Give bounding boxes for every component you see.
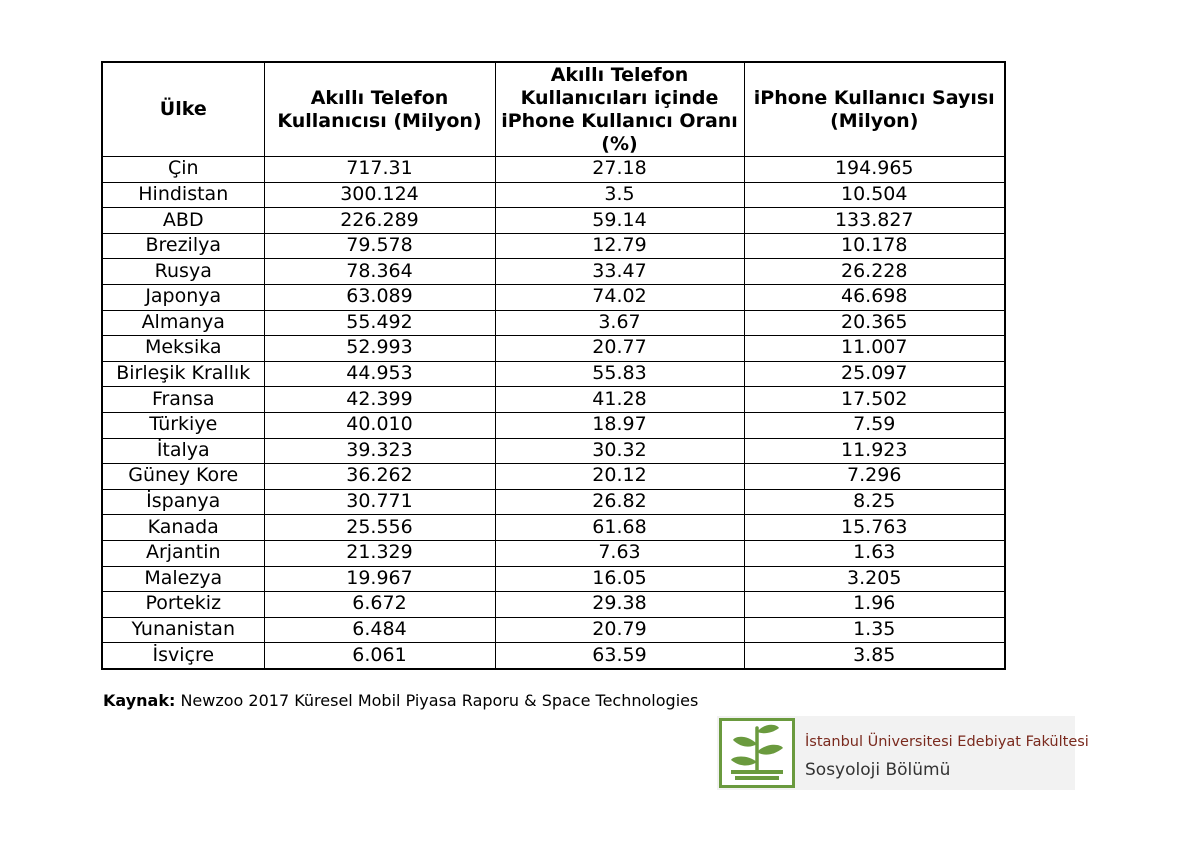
cell-smartphone-users: 6.484 xyxy=(264,617,495,643)
cell-smartphone-users: 19.967 xyxy=(264,566,495,592)
cell-iphone-ratio: 29.38 xyxy=(495,592,744,618)
cell-iphone-users: 7.59 xyxy=(744,412,1005,438)
cell-iphone-ratio: 20.77 xyxy=(495,336,744,362)
cell-country: Hindistan xyxy=(102,182,264,208)
data-table xyxy=(101,61,1006,670)
cell-iphone-ratio: 20.79 xyxy=(495,617,744,643)
cell-smartphone-users: 226.289 xyxy=(264,208,495,234)
plant-sprout-icon xyxy=(719,718,795,788)
table-row xyxy=(102,566,1005,592)
cell-iphone-ratio: 74.02 xyxy=(495,284,744,310)
table-header-row xyxy=(102,62,1005,157)
cell-country: ABD xyxy=(102,208,264,234)
cell-country: Çin xyxy=(102,157,264,183)
cell-smartphone-users: 30.771 xyxy=(264,489,495,515)
cell-iphone-users: 11.923 xyxy=(744,438,1005,464)
table-row xyxy=(102,233,1005,259)
cell-iphone-ratio: 61.68 xyxy=(495,515,744,541)
cell-iphone-ratio: 18.97 xyxy=(495,412,744,438)
department-logo xyxy=(717,716,1089,790)
cell-smartphone-users: 40.010 xyxy=(264,412,495,438)
cell-iphone-users: 7.296 xyxy=(744,464,1005,490)
table-row xyxy=(102,284,1005,310)
cell-smartphone-users: 6.672 xyxy=(264,592,495,618)
cell-country: İtalya xyxy=(102,438,264,464)
cell-country: Rusya xyxy=(102,259,264,285)
cell-country: Almanya xyxy=(102,310,264,336)
table-row xyxy=(102,182,1005,208)
cell-smartphone-users: 55.492 xyxy=(264,310,495,336)
cell-smartphone-users: 79.578 xyxy=(264,233,495,259)
cell-smartphone-users: 63.089 xyxy=(264,284,495,310)
cell-iphone-users: 3.205 xyxy=(744,566,1005,592)
cell-smartphone-users: 21.329 xyxy=(264,540,495,566)
cell-iphone-ratio: 16.05 xyxy=(495,566,744,592)
cell-iphone-users: 10.504 xyxy=(744,182,1005,208)
cell-smartphone-users: 36.262 xyxy=(264,464,495,490)
cell-iphone-users: 17.502 xyxy=(744,387,1005,413)
source-text: Newzoo 2017 Küresel Mobil Piyasa Raporu & Space Technologies xyxy=(180,691,699,710)
header-iphone-ratio: Akıllı Telefon Kullanıcıları içinde iPhone Kullanıcı Oranı (%) xyxy=(495,62,744,157)
cell-iphone-ratio: 59.14 xyxy=(495,208,744,234)
cell-iphone-users: 15.763 xyxy=(744,515,1005,541)
cell-iphone-users: 1.35 xyxy=(744,617,1005,643)
cell-iphone-ratio: 30.32 xyxy=(495,438,744,464)
table-row xyxy=(102,412,1005,438)
logo-department-name: Sosyoloji Bölümü xyxy=(805,760,951,780)
cell-iphone-users: 25.097 xyxy=(744,361,1005,387)
cell-smartphone-users: 42.399 xyxy=(264,387,495,413)
cell-iphone-users: 194.965 xyxy=(744,157,1005,183)
cell-iphone-ratio: 63.59 xyxy=(495,643,744,669)
cell-iphone-users: 8.25 xyxy=(744,489,1005,515)
cell-iphone-ratio: 41.28 xyxy=(495,387,744,413)
table-row xyxy=(102,643,1005,669)
cell-iphone-ratio: 3.5 xyxy=(495,182,744,208)
table-row xyxy=(102,592,1005,618)
cell-smartphone-users: 300.124 xyxy=(264,182,495,208)
cell-iphone-ratio: 55.83 xyxy=(495,361,744,387)
table-row xyxy=(102,208,1005,234)
table-row xyxy=(102,361,1005,387)
cell-country: Güney Kore xyxy=(102,464,264,490)
cell-country: İsviçre xyxy=(102,643,264,669)
cell-country: Yunanistan xyxy=(102,617,264,643)
cell-country: Meksika xyxy=(102,336,264,362)
cell-smartphone-users: 25.556 xyxy=(264,515,495,541)
cell-iphone-ratio: 33.47 xyxy=(495,259,744,285)
cell-country: Brezilya xyxy=(102,233,264,259)
cell-iphone-users: 46.698 xyxy=(744,284,1005,310)
cell-iphone-users: 11.007 xyxy=(744,336,1005,362)
cell-country: Malezya xyxy=(102,566,264,592)
cell-iphone-users: 133.827 xyxy=(744,208,1005,234)
table-row xyxy=(102,438,1005,464)
cell-iphone-users: 3.85 xyxy=(744,643,1005,669)
table-row xyxy=(102,515,1005,541)
source-note xyxy=(103,691,698,710)
cell-smartphone-users: 44.953 xyxy=(264,361,495,387)
table-row xyxy=(102,310,1005,336)
header-smartphone-users: Akıllı Telefon Kullanıcısı (Milyon) xyxy=(264,62,495,157)
cell-country: Birleşik Krallık xyxy=(102,361,264,387)
cell-smartphone-users: 6.061 xyxy=(264,643,495,669)
cell-iphone-ratio: 27.18 xyxy=(495,157,744,183)
logo-university-name: İstanbul Üniversitesi Edebiyat Fakültesi xyxy=(805,734,1089,750)
source-label: Kaynak: xyxy=(103,691,176,710)
table-row xyxy=(102,540,1005,566)
table-row xyxy=(102,464,1005,490)
cell-iphone-users: 20.365 xyxy=(744,310,1005,336)
cell-smartphone-users: 39.323 xyxy=(264,438,495,464)
cell-iphone-ratio: 3.67 xyxy=(495,310,744,336)
cell-country: İspanya xyxy=(102,489,264,515)
header-iphone-users: iPhone Kullanıcı Sayısı (Milyon) xyxy=(744,62,1005,157)
table-row xyxy=(102,387,1005,413)
cell-iphone-ratio: 26.82 xyxy=(495,489,744,515)
cell-iphone-users: 10.178 xyxy=(744,233,1005,259)
cell-country: Fransa xyxy=(102,387,264,413)
table-body xyxy=(102,157,1005,669)
cell-country: Portekiz xyxy=(102,592,264,618)
table-row xyxy=(102,489,1005,515)
header-country: Ülke xyxy=(102,62,264,157)
cell-iphone-ratio: 12.79 xyxy=(495,233,744,259)
cell-iphone-ratio: 7.63 xyxy=(495,540,744,566)
cell-iphone-users: 26.228 xyxy=(744,259,1005,285)
table-row xyxy=(102,336,1005,362)
table-row xyxy=(102,157,1005,183)
cell-country: Japonya xyxy=(102,284,264,310)
cell-smartphone-users: 717.31 xyxy=(264,157,495,183)
cell-country: Türkiye xyxy=(102,412,264,438)
cell-smartphone-users: 52.993 xyxy=(264,336,495,362)
cell-country: Kanada xyxy=(102,515,264,541)
cell-iphone-users: 1.63 xyxy=(744,540,1005,566)
cell-iphone-ratio: 20.12 xyxy=(495,464,744,490)
cell-smartphone-users: 78.364 xyxy=(264,259,495,285)
cell-country: Arjantin xyxy=(102,540,264,566)
table-row xyxy=(102,617,1005,643)
cell-iphone-users: 1.96 xyxy=(744,592,1005,618)
table-row xyxy=(102,259,1005,285)
